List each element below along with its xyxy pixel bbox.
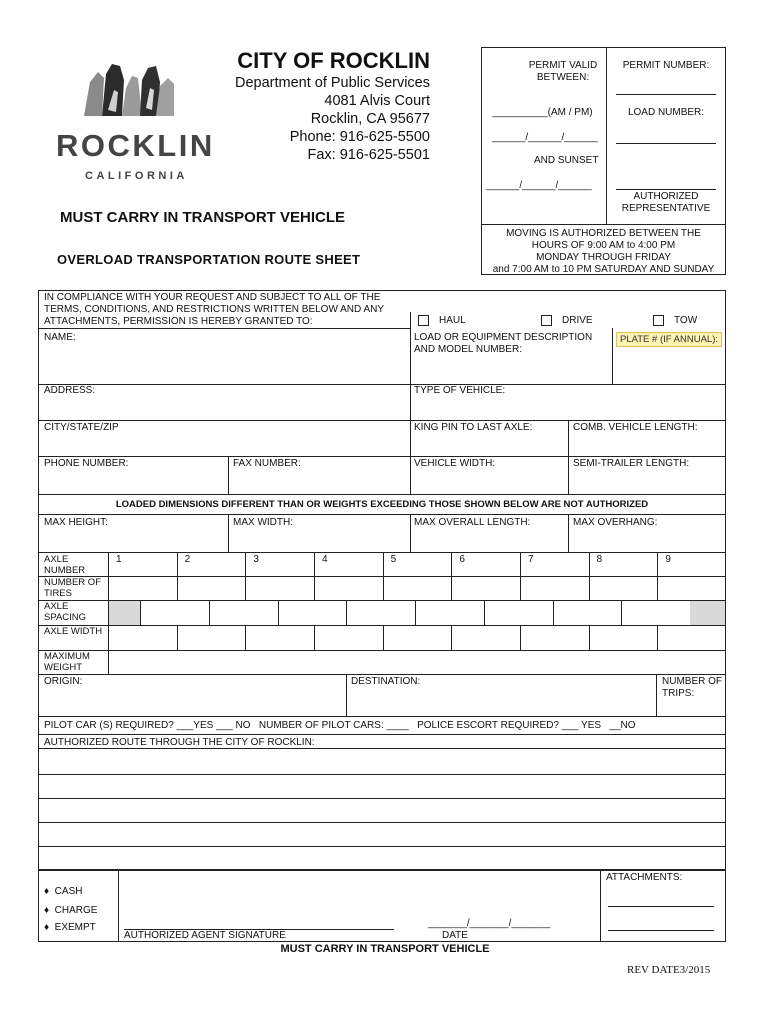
axle-number-6: 6 — [459, 554, 465, 565]
moving-line-2: HOURS OF 9:00 AM to 4:00 PM — [531, 240, 676, 251]
city-address: Rocklin, CA 95677 — [310, 111, 430, 127]
must-carry-heading: MUST CARRY IN TRANSPORT VEHICLE — [60, 209, 346, 226]
attachment-line-1[interactable] — [608, 906, 714, 907]
fax-line: Fax: 916-625-5501 — [307, 147, 430, 163]
axle-number-label: AXLE NUMBER — [44, 554, 86, 576]
tow-label: TOW — [674, 315, 698, 327]
axle-column-divider — [383, 552, 384, 600]
cash-label: CASH — [54, 886, 83, 897]
axle-number-5: 5 — [390, 554, 397, 565]
signature-label: AUTHORIZED AGENT SIGNATURE — [124, 930, 286, 941]
end-date-field[interactable]: ______/______/______ — [486, 180, 592, 191]
vehicle-width-label: VEHICLE WIDTH: — [414, 458, 496, 469]
revision-date: REV DATE3/2015 — [627, 964, 711, 976]
spacing-blocked-left — [109, 601, 140, 625]
charge-label: CHARGE — [54, 905, 98, 916]
moving-line-3: MONDAY THROUGH FRIDAY — [536, 252, 671, 263]
exempt-option[interactable] — [44, 922, 96, 934]
permit-number-label: PERMIT NUMBER: — [622, 60, 710, 71]
max-height-label: MAX HEIGHT: — [44, 517, 108, 528]
tow-option[interactable] — [653, 315, 697, 327]
moving-line-1: MOVING IS AUTHORIZED BETWEEN THE — [506, 228, 701, 239]
name-label: NAME: — [44, 332, 76, 343]
date-field[interactable]: _______/_______/_______ — [428, 918, 551, 929]
rep-signature-field[interactable] — [616, 189, 716, 190]
logo-name: ROCKLIN — [56, 128, 215, 163]
axle-width-label: AXLE WIDTH — [44, 626, 103, 637]
axle-column-divider — [657, 552, 658, 600]
route-line-4[interactable] — [38, 846, 726, 847]
axle-column-divider — [383, 625, 384, 650]
spacing-divider — [553, 600, 554, 625]
moving-line-4: and 7:00 AM to 10 PM SATURDAY AND SUNDAY — [492, 264, 715, 275]
route-line-3[interactable] — [38, 822, 726, 823]
route-line-2[interactable] — [38, 798, 726, 799]
address-label: ADDRESS: — [44, 385, 96, 396]
axle-column-divider — [314, 625, 315, 650]
axle-column-divider — [520, 625, 521, 650]
axle-column-divider — [589, 552, 590, 600]
drive-checkbox[interactable] — [541, 315, 552, 326]
fax-label: FAX NUMBER: — [233, 458, 301, 469]
spacing-divider — [209, 600, 210, 625]
date-label: DATE — [442, 930, 468, 941]
spacing-divider — [484, 600, 485, 625]
permit-number-field[interactable] — [616, 94, 716, 95]
haul-option[interactable] — [418, 315, 466, 327]
axle-number-9: 9 — [665, 554, 671, 565]
moving-hours — [481, 228, 726, 276]
axle-column-divider — [589, 625, 590, 650]
axle-number-8: 8 — [596, 554, 603, 565]
phone-line: Phone: 916-625-5500 — [289, 129, 430, 145]
permit-valid-label: PERMIT VALID BETWEEN: — [528, 60, 598, 83]
attachments-label: ATTACHMENTS: — [606, 872, 683, 883]
footer-must-carry: MUST CARRY IN TRANSPORT VEHICLE — [280, 943, 490, 955]
max-overall-label: MAX OVERALL LENGTH: — [414, 517, 531, 528]
axle-column-divider — [451, 625, 452, 650]
axle-column-divider — [520, 552, 521, 600]
and-sunset-label: AND SUNSET — [534, 155, 599, 166]
axle-column-divider — [657, 625, 658, 650]
phone-label: PHONE NUMBER: — [44, 458, 129, 469]
diamond-bullet-icon: ♦ — [44, 905, 50, 916]
route-label: AUTHORIZED ROUTE THROUGH THE CITY OF ROCKLIN: — [44, 737, 315, 748]
axle-number-3: 3 — [253, 554, 259, 565]
king-pin-label: KING PIN TO LAST AXLE: — [414, 422, 533, 433]
pilot-car-line: PILOT CAR (S) REQUIRED? ___YES ___ NO NUMBER OF PILOT CARS: ____ POLICE ESCORT REQUIRED? ___ YES __NO — [44, 720, 636, 731]
max-overhang-label: MAX OVERHANG: — [573, 517, 658, 528]
spacing-divider — [346, 600, 347, 625]
compliance-text: IN COMPLIANCE WITH YOUR REQUEST AND SUBJECT TO ALL OF THE TERMS, CONDITIONS, AND RESTRICTIONS WRITTEN BELOW AND ANY ATTACHMENTS, PERMISSION IS HEREBY GRANTED TO: — [44, 292, 384, 327]
load-number-label: LOAD NUMBER: — [627, 107, 705, 118]
axle-spacing-label: AXLE SPACING — [44, 601, 87, 623]
number-trips-label: NUMBER OF TRIPS: — [662, 676, 722, 699]
haul-label: HAUL — [439, 315, 466, 327]
city-state-zip-label: CITY/STATE/ZIP — [44, 422, 119, 433]
street-address: 4081 Alvis Court — [324, 93, 430, 109]
destination-label: DESTINATION: — [351, 676, 421, 687]
haul-checkbox[interactable] — [418, 315, 429, 326]
logo-sub: CALIFORNIA — [85, 170, 188, 182]
drive-label: DRIVE — [562, 315, 593, 327]
number-tires-label: NUMBER OF TIRES — [44, 577, 101, 599]
cash-option[interactable] — [44, 886, 82, 898]
tow-checkbox[interactable] — [653, 315, 664, 326]
loaded-dimensions-note: LOADED DIMENSIONS DIFFERENT THAN OR WEIGHTS EXCEEDING THOSE SHOWN BELOW ARE NOT AUTHORIZED — [115, 499, 649, 510]
vehicle-type-label: TYPE OF VEHICLE: — [414, 385, 506, 396]
axle-number-7: 7 — [528, 554, 534, 565]
load-desc-label: LOAD OR EQUIPMENT DESCRIPTION AND MODEL NUMBER: — [414, 332, 593, 355]
axle-number-4: 4 — [322, 554, 328, 565]
exempt-label: EXEMPT — [54, 922, 96, 933]
spacing-blocked-right — [690, 601, 725, 625]
comb-length-label: COMB. VEHICLE LENGTH: — [573, 422, 698, 433]
page-title: CITY OF ROCKLIN — [237, 48, 430, 73]
origin-label: ORIGIN: — [44, 676, 83, 687]
rock-logo-icon — [84, 60, 176, 118]
axle-column-divider — [177, 552, 178, 600]
route-sheet-heading: OVERLOAD TRANSPORTATION ROUTE SHEET — [57, 252, 361, 267]
spacing-divider — [140, 600, 141, 625]
spacing-divider — [278, 600, 279, 625]
ampm-field[interactable]: __________(AM / PM) — [492, 107, 593, 118]
axle-column-divider — [245, 625, 246, 650]
diamond-bullet-icon: ♦ — [44, 886, 50, 897]
axle-column-divider — [451, 552, 452, 600]
axle-column-divider — [177, 625, 178, 650]
dept-name: Department of Public Services — [234, 75, 430, 91]
authorized-rep-label: AUTHORIZED REPRESENTATIVE — [621, 191, 711, 214]
semi-length-label: SEMI-TRAILER LENGTH: — [573, 458, 690, 469]
axle-number-1: 1 — [116, 554, 122, 565]
max-width-label: MAX WIDTH: — [233, 517, 293, 528]
axle-number-2: 2 — [184, 554, 191, 565]
route-line-1[interactable] — [38, 774, 726, 775]
axle-column-divider — [245, 552, 246, 600]
start-date-field[interactable]: ______/______/______ — [492, 132, 598, 143]
load-number-field[interactable] — [616, 143, 716, 144]
spacing-divider — [621, 600, 622, 625]
diamond-bullet-icon: ♦ — [44, 922, 50, 933]
spacing-divider — [415, 600, 416, 625]
drive-option[interactable] — [541, 315, 593, 327]
axle-column-divider — [314, 552, 315, 600]
attachment-line-2[interactable] — [608, 930, 714, 931]
header-block — [216, 48, 430, 164]
plate-label: PLATE # (IF ANNUAL): — [616, 332, 722, 347]
charge-option[interactable] — [44, 905, 97, 917]
max-weight-label: MAXIMUM WEIGHT — [44, 651, 90, 673]
